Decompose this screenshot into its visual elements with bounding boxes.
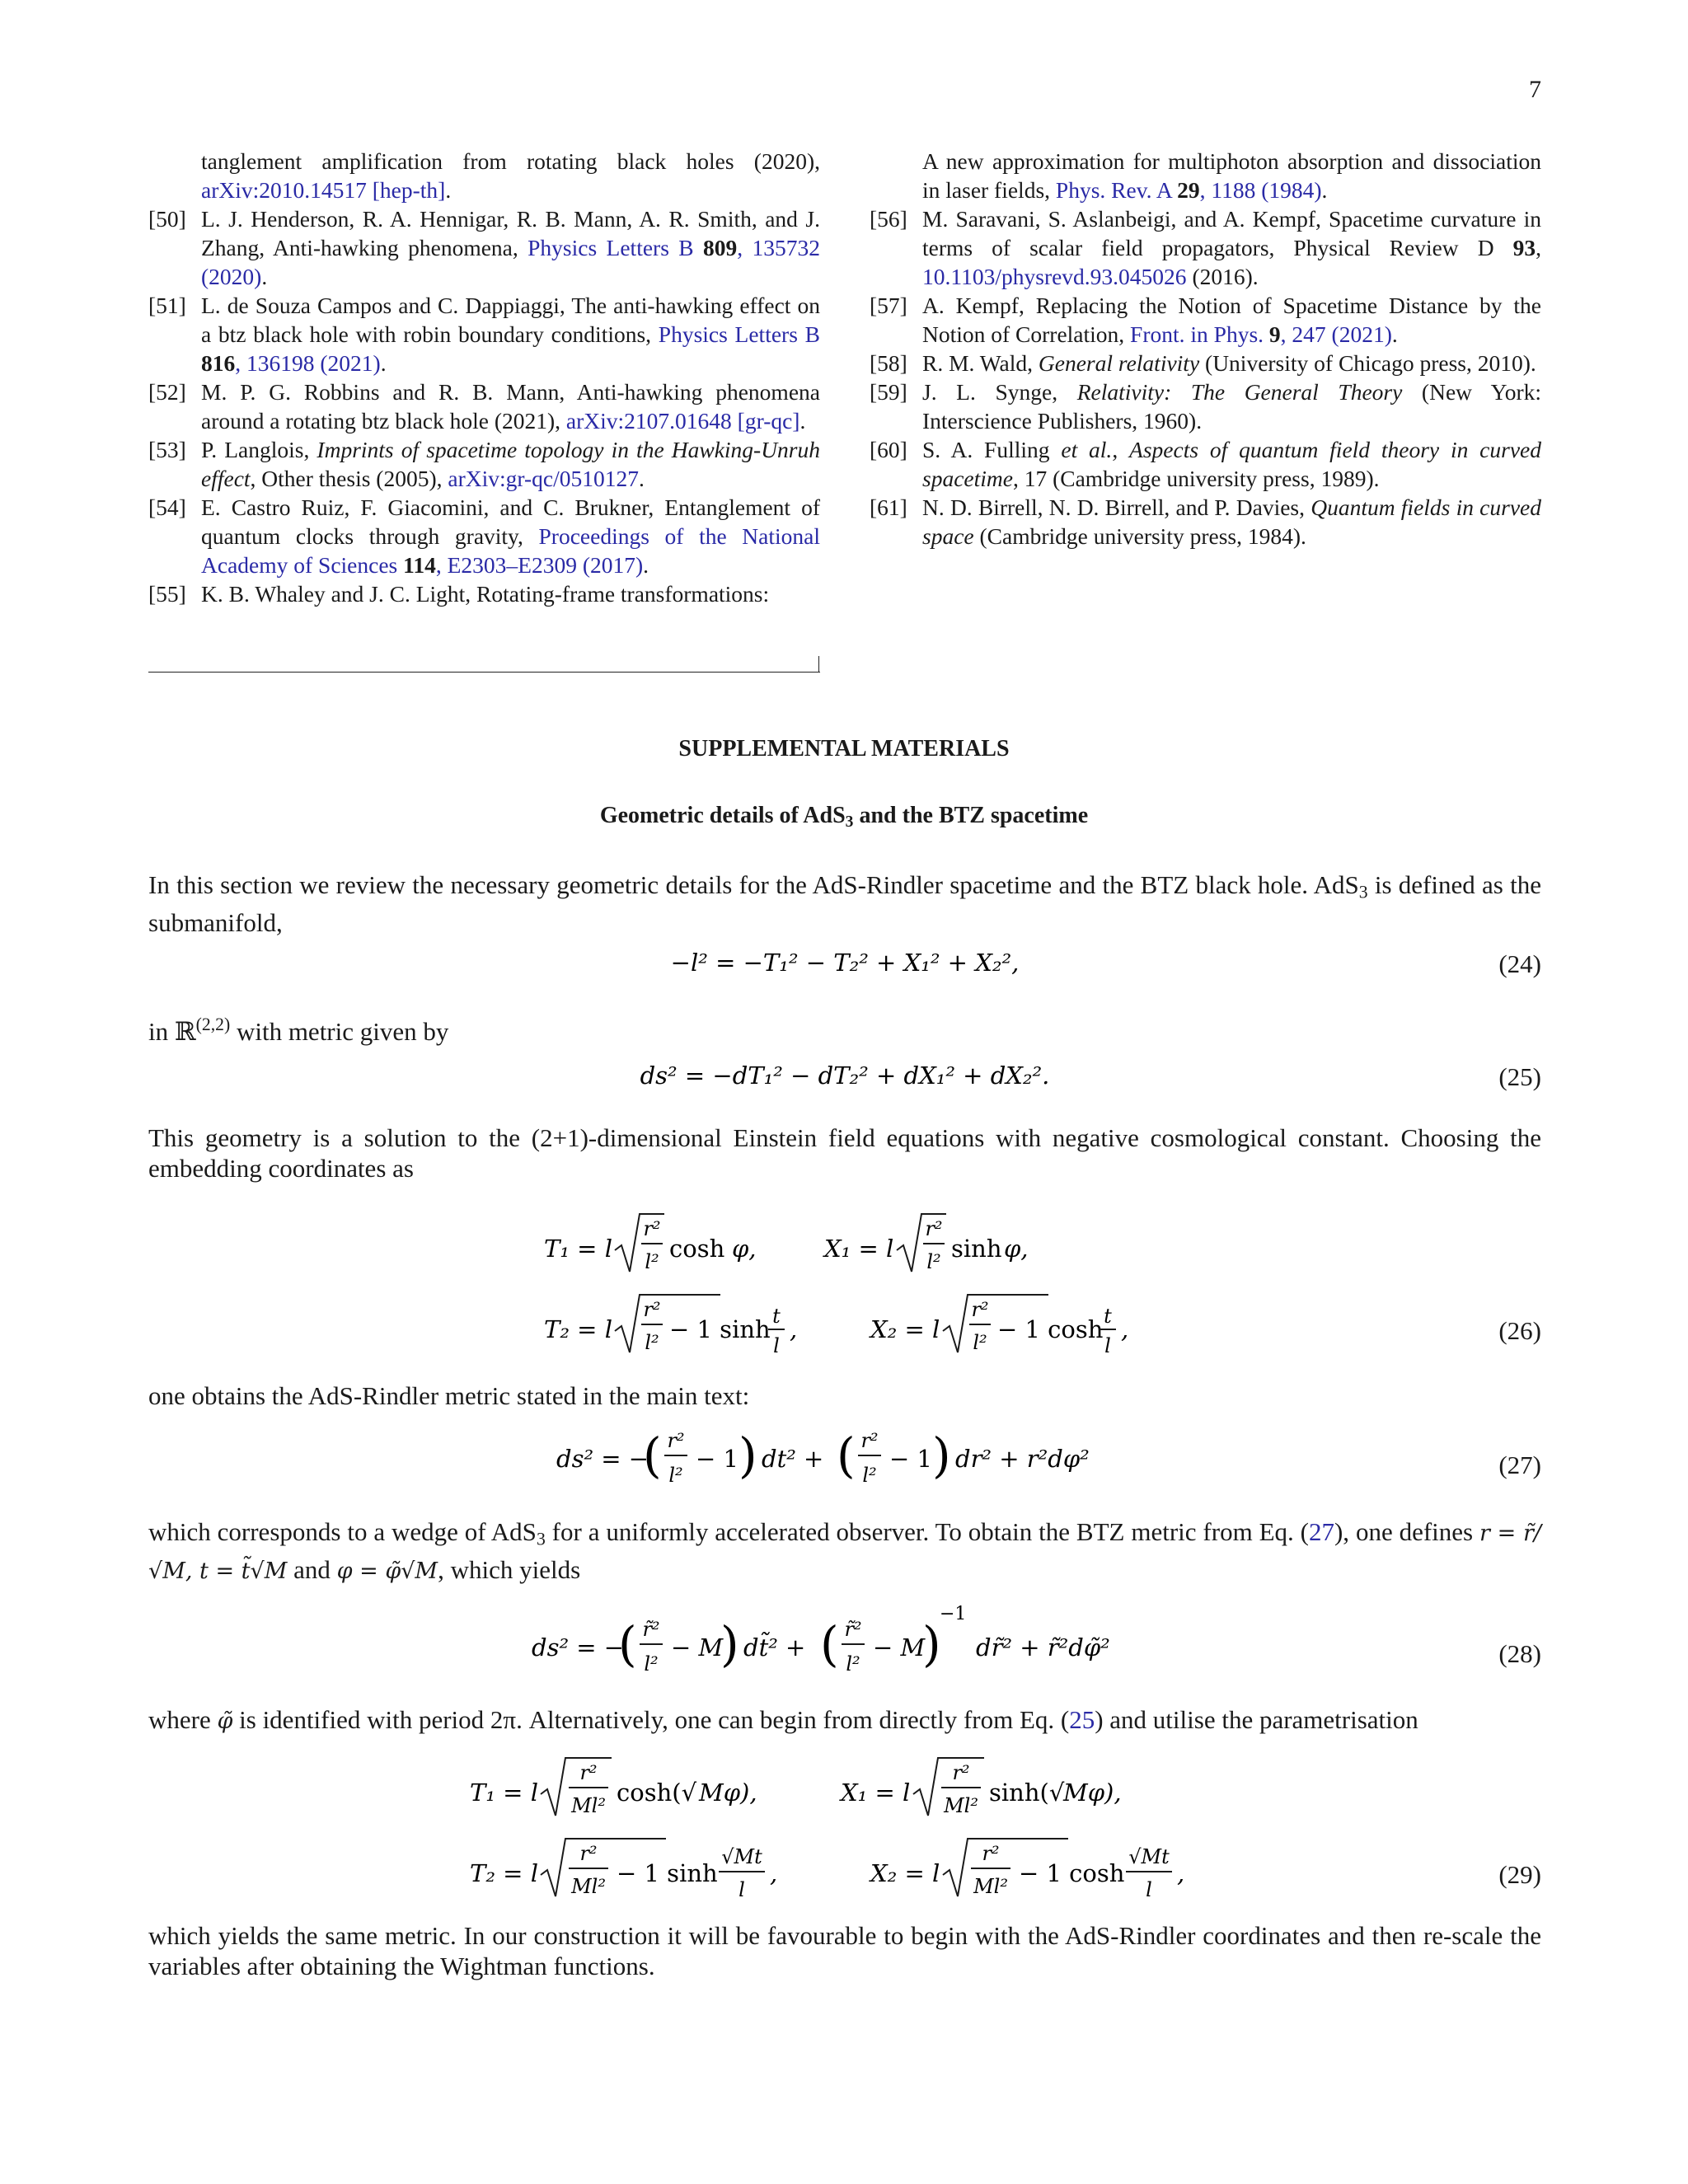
svg-text:l: l <box>1104 1334 1111 1357</box>
reference-number: [54] <box>148 494 186 520</box>
reference-number: [50] <box>148 206 186 232</box>
svg-text:− M: − M <box>671 1633 724 1661</box>
reference-link[interactable]: Front. in Phys. <box>1130 321 1269 347</box>
reference-link[interactable]: , E2303–E2309 (2017) <box>435 552 644 578</box>
reference-text: N. D. Birrell, N. D. Birrell, and P. Davies, <box>922 494 1311 520</box>
reference-entry <box>870 435 1541 493</box>
reference-link[interactable]: 9 <box>1268 321 1281 347</box>
svg-text:− 1 cosh: − 1 cosh <box>1019 1859 1125 1887</box>
equation-28-number: (28) <box>1498 1639 1541 1668</box>
column-end-tick <box>818 656 819 673</box>
reference-text: (New York: Interscience Publishers, 1960). <box>922 379 1542 434</box>
references-left-column <box>148 147 820 608</box>
reference-text: (University of Chicago press, 2010). <box>1199 350 1536 376</box>
reference-link[interactable]: arXiv:gr-qc/0510127 <box>448 466 639 491</box>
svg-text:dr̃² + r̃²dφ̃²: dr̃² + r̃²dφ̃² <box>976 1633 1110 1661</box>
reference-number: [59] <box>870 379 907 405</box>
svg-text:dt̃² +: dt̃² + <box>743 1633 806 1661</box>
reference-number: [51] <box>148 293 186 318</box>
reference-link[interactable]: , 1188 (1984) <box>1199 177 1322 203</box>
svg-text:cosh: cosh <box>669 1235 725 1263</box>
reference-link[interactable]: , 135732 (2020) <box>201 235 820 289</box>
svg-text:l: l <box>773 1334 780 1357</box>
equation-27 <box>148 1419 1541 1497</box>
svg-text:): ) <box>922 1616 941 1672</box>
reference-text: Quantum fields in curved space <box>922 494 1541 549</box>
svg-text:− 1: − 1 <box>889 1445 932 1473</box>
svg-text:,: , <box>770 1859 778 1887</box>
svg-text:X₂ = l: X₂ = l <box>870 1315 940 1343</box>
equation-26-number: (26) <box>1498 1316 1541 1345</box>
svg-text:Ml²: Ml² <box>571 1875 606 1898</box>
reference-entry <box>870 204 1541 291</box>
reference-link[interactable]: arXiv:2010.14517 [hep-th] <box>201 177 446 203</box>
svg-text:l²: l² <box>862 1464 877 1487</box>
svg-text:sinh(√: sinh(√ <box>989 1779 1065 1807</box>
reference-text: . <box>639 466 645 491</box>
reference-text: . <box>380 350 387 376</box>
reference-number: [55] <box>148 581 186 607</box>
reference-number: [53] <box>148 437 186 462</box>
reference-text: L. de Souza Campos and C. Dappiaggi, The anti-hawking effect on a btz black hole with robin boundary conditions, <box>201 293 820 347</box>
reference-text: (2016). <box>1186 264 1259 289</box>
reference-entry <box>148 204 820 291</box>
svg-text:X₁ = l: X₁ = l <box>824 1235 894 1263</box>
reference-text: Relativity: The General Theory <box>1076 379 1403 405</box>
svg-text:ds² = −dT₁² − dT₂² + dX₁² + dX: ds² = −dT₁² − dT₂² + dX₁² + dX₂². <box>640 1062 1050 1090</box>
svg-text:r²: r² <box>860 1429 879 1452</box>
svg-text:r̃²: r̃² <box>844 1618 862 1641</box>
svg-text:√Mt: √Mt <box>1128 1845 1170 1868</box>
svg-text:(: ( <box>837 1427 856 1483</box>
reference-number: [56] <box>870 206 907 232</box>
svg-text:,: , <box>790 1315 798 1343</box>
svg-text:X₁ = l: X₁ = l <box>841 1779 911 1807</box>
reference-text: (Cambridge university press, 1984). <box>973 523 1306 549</box>
reference-text: . <box>1321 177 1328 203</box>
reference-entry <box>870 493 1541 551</box>
reference-entry <box>148 435 820 493</box>
reference-link[interactable]: 114 <box>403 552 436 578</box>
reference-entry <box>148 377 820 435</box>
equation-25-number: (25) <box>1498 1062 1541 1091</box>
reference-text: , 17 (Cambridge university press, 1989). <box>1012 466 1380 491</box>
reference-link[interactable]: 809 <box>703 235 738 260</box>
svg-text:r²: r² <box>925 1217 943 1240</box>
reference-entry <box>870 377 1541 435</box>
svg-text:φ,: φ, <box>732 1235 757 1263</box>
svg-text:): ) <box>932 1427 951 1483</box>
svg-text:dr² + r²dφ²: dr² + r²dφ² <box>955 1445 1090 1473</box>
svg-text:dt² +: dt² + <box>762 1445 824 1473</box>
svg-text:−l² = −T₁² − T₂² + X₁² + X₂²,: −l² = −T₁² − T₂² + X₁² + X₂², <box>670 949 1020 977</box>
reference-text: et al. <box>1061 437 1113 462</box>
svg-text:Mφ),: Mφ), <box>1063 1779 1122 1807</box>
reference-link[interactable]: 816 <box>201 350 236 376</box>
reference-text: , Other thesis (2005), <box>250 466 448 491</box>
svg-text:r²: r² <box>643 1298 661 1321</box>
svg-text:T₂ = l: T₂ = l <box>470 1859 538 1887</box>
reference-text: , <box>1536 235 1541 260</box>
reference-text: R. M. Wald, <box>922 350 1039 376</box>
reference-text: M. P. G. Robbins and R. B. Mann, Anti-hawking phenomena around a rotating btz black hole (2021), <box>201 379 820 434</box>
svg-text:T₂ = l: T₂ = l <box>544 1315 612 1343</box>
reference-text: . <box>643 552 649 578</box>
svg-text:l: l <box>1146 1878 1152 1901</box>
reference-text: A new approximation for multiphoton absorption and dissociation in laser fields, <box>922 148 1541 203</box>
reference-number: [60] <box>870 437 907 462</box>
svg-text:ds² = −: ds² = − <box>556 1445 649 1473</box>
svg-text:T₁ = l: T₁ = l <box>544 1235 612 1263</box>
paragraph-rindler: one obtains the AdS-Rindler metric stated in the main text: <box>148 1381 750 1410</box>
reference-text: , <box>1112 437 1130 462</box>
svg-text:r²: r² <box>643 1217 661 1240</box>
reference-link[interactable]: , 136198 (2021) <box>235 350 381 376</box>
page-number: 7 <box>1529 76 1541 103</box>
reference-entry <box>148 147 820 204</box>
equation-29-number: (29) <box>1498 1860 1541 1889</box>
paragraph-conclusion: which yields the same metric. In our construction it will be favourable to begin with the AdS-Rindler coordinates and then re-scale the variables after obtaining the Wightman functions. <box>148 1921 1541 1980</box>
svg-text:r²: r² <box>579 1842 598 1865</box>
reference-link[interactable]: Physics Letters B <box>658 321 820 347</box>
subsection-title: Geometric details of AdS$_3$ and the BTZ spacetime <box>599 803 1089 831</box>
reference-text: 93 <box>1512 235 1536 260</box>
svg-text:r²: r² <box>952 1761 970 1784</box>
reference-text: . <box>1391 321 1398 347</box>
reference-text: A. Kempf, Replacing the Notion of Spacetime Distance by the Notion of Correlation, <box>922 293 1541 347</box>
reference-number: [52] <box>148 379 186 405</box>
reference-entry <box>870 349 1541 377</box>
paragraph-intro: In this section we review the necessary geometric details for the AdS-Rindler spacetime and the BTZ black hole. AdS$_3$ is defined as the submanifold, <box>148 870 1541 938</box>
svg-text:): ) <box>720 1616 739 1672</box>
svg-text:l²: l² <box>926 1250 941 1273</box>
reference-link[interactable]: Proceedings of the National Academy of Sciences <box>201 523 820 578</box>
reference-link[interactable]: Physics Letters B <box>528 235 703 260</box>
svg-text:ds² = −: ds² = − <box>532 1633 625 1661</box>
svg-text:r²: r² <box>971 1298 989 1321</box>
reference-text: S. A. Fulling <box>922 437 1062 462</box>
reference-link[interactable]: Phys. Rev. A <box>1055 177 1178 203</box>
reference-link[interactable]: 10.1103/physrevd.93.045026 <box>922 264 1187 289</box>
reference-link[interactable]: arXiv:2107.01648 [gr-qc] <box>565 408 800 434</box>
svg-text:(: ( <box>820 1616 839 1672</box>
svg-text:− 1 cosh: − 1 cosh <box>997 1315 1104 1343</box>
svg-text:r²: r² <box>667 1429 685 1452</box>
reference-text: Aspects of quantum field theory in curved spacetime <box>922 437 1542 491</box>
paragraph-metric-intro: in ℝ$^{(2,2)}$ with metric given by <box>148 1015 449 1046</box>
reference-text: P. Langlois, <box>201 437 317 462</box>
svg-text:− M: − M <box>873 1633 926 1661</box>
reference-text: . <box>261 264 268 289</box>
svg-text:l: l <box>738 1878 745 1901</box>
section-title: SUPPLEMENTAL MATERIALS <box>678 736 1010 762</box>
svg-text:t: t <box>1104 1305 1112 1328</box>
equation-25 <box>148 1059 1541 1092</box>
svg-text:t: t <box>772 1305 781 1328</box>
equation-29 <box>148 1751 1541 1916</box>
equation-27-link[interactable]: 27 <box>1308 1517 1334 1546</box>
equation-26 <box>148 1207 1541 1376</box>
svg-text:,: , <box>1177 1859 1185 1887</box>
svg-text:Ml²: Ml² <box>944 1794 978 1817</box>
reference-entry <box>148 291 820 377</box>
reference-entry <box>870 291 1541 349</box>
reference-link[interactable]: , 247 (2021) <box>1280 321 1392 347</box>
svg-text:−1: −1 <box>940 1604 967 1624</box>
svg-text:Ml²: Ml² <box>973 1875 1008 1898</box>
reference-text: . <box>799 408 806 434</box>
paragraph-period: where φ̃ is identified with period 2π. Alternatively, one can begin from directly from Eq. (25) and utilise the parametrisation <box>148 1705 1418 1734</box>
equation-24 <box>148 946 1541 979</box>
equation-25-math <box>148 1059 1541 1092</box>
column-end-rule <box>148 672 820 673</box>
reference-text: General relativity <box>1038 350 1200 376</box>
svg-text:l²: l² <box>668 1464 683 1487</box>
svg-text:l²: l² <box>973 1331 987 1354</box>
paragraph-solution: This geometry is a solution to the (2+1)-dimensional Einstein field equations with negative cosmological constant. Choosing the embedding coordinates as <box>148 1123 1541 1183</box>
svg-text:− 1 sinh: − 1 sinh <box>617 1859 718 1887</box>
equation-27-math <box>148 1419 1541 1497</box>
equation-26-math <box>148 1207 1541 1376</box>
equation-29-math <box>148 1751 1541 1916</box>
references-right-column <box>870 147 1541 551</box>
svg-text:Mφ),: Mφ), <box>699 1779 757 1807</box>
reference-entry <box>148 579 820 608</box>
svg-text:φ,: φ, <box>1004 1235 1029 1263</box>
svg-text:X₂ = l: X₂ = l <box>870 1859 940 1887</box>
reference-entry <box>870 147 1541 204</box>
svg-text:l²: l² <box>645 1250 659 1273</box>
reference-number: [58] <box>870 350 907 376</box>
svg-text:): ) <box>738 1427 757 1483</box>
reference-text: J. L. Synge, <box>922 379 1077 405</box>
reference-link[interactable]: 29 <box>1177 177 1200 203</box>
svg-text:l²: l² <box>644 1652 659 1675</box>
equation-24-math <box>148 946 1541 979</box>
reference-number: [61] <box>870 494 907 520</box>
reference-text: E. Castro Ruiz, F. Giacomini, and C. Brukner, Entanglement of quantum clocks through gravity, <box>201 494 820 549</box>
svg-text:Ml²: Ml² <box>571 1794 606 1817</box>
reference-text: K. B. Whaley and J. C. Light, Rotating-frame transformations: <box>201 581 770 607</box>
svg-text:r²: r² <box>579 1761 598 1784</box>
svg-text:l²: l² <box>846 1652 860 1675</box>
reference-number: [57] <box>870 293 907 318</box>
equation-24-number: (24) <box>1498 949 1541 978</box>
paragraph-btz-transform: which corresponds to a wedge of AdS$_3$ for a uniformly accelerated observer. To obtain the BTZ metric from Eq. (27), one defines r = r̃/√M, t = t̃√M and φ = φ̃√M, which yields <box>148 1517 1541 1585</box>
svg-text:cosh(√: cosh(√ <box>617 1779 697 1807</box>
svg-text:r²: r² <box>982 1842 1000 1865</box>
svg-text:l²: l² <box>645 1331 659 1354</box>
svg-text:− 1: − 1 <box>696 1445 738 1473</box>
svg-text:sinh: sinh <box>951 1235 1002 1263</box>
svg-text:,: , <box>1121 1315 1129 1343</box>
equation-25-link[interactable]: 25 <box>1069 1705 1095 1734</box>
reference-text: . <box>445 177 452 203</box>
reference-text: L. J. Henderson, R. A. Hennigar, R. B. Mann, A. R. Smith, and J. Zhang, Anti-hawking phenomena, <box>201 206 820 260</box>
reference-text: Imprints of spacetime topology in the Hawking-Unruh effect <box>201 437 821 491</box>
equation-28-math <box>148 1595 1541 1685</box>
equation-27-number: (27) <box>1498 1451 1541 1479</box>
svg-text:(: ( <box>618 1616 637 1672</box>
svg-text:√Mt: √Mt <box>721 1845 762 1868</box>
svg-text:(: ( <box>643 1427 662 1483</box>
svg-text:− 1 sinh: − 1 sinh <box>669 1315 771 1343</box>
reference-text: tanglement amplification from rotating black holes (2020), <box>201 148 820 174</box>
reference-text: M. Saravani, S. Aslanbeigi, and A. Kempf, Spacetime curvature in terms of scalar field propagators, Physical Review D <box>922 206 1541 260</box>
reference-entry <box>148 493 820 579</box>
equation-28 <box>148 1595 1541 1685</box>
svg-text:r̃²: r̃² <box>642 1618 660 1641</box>
svg-text:T₁ = l: T₁ = l <box>470 1779 538 1807</box>
